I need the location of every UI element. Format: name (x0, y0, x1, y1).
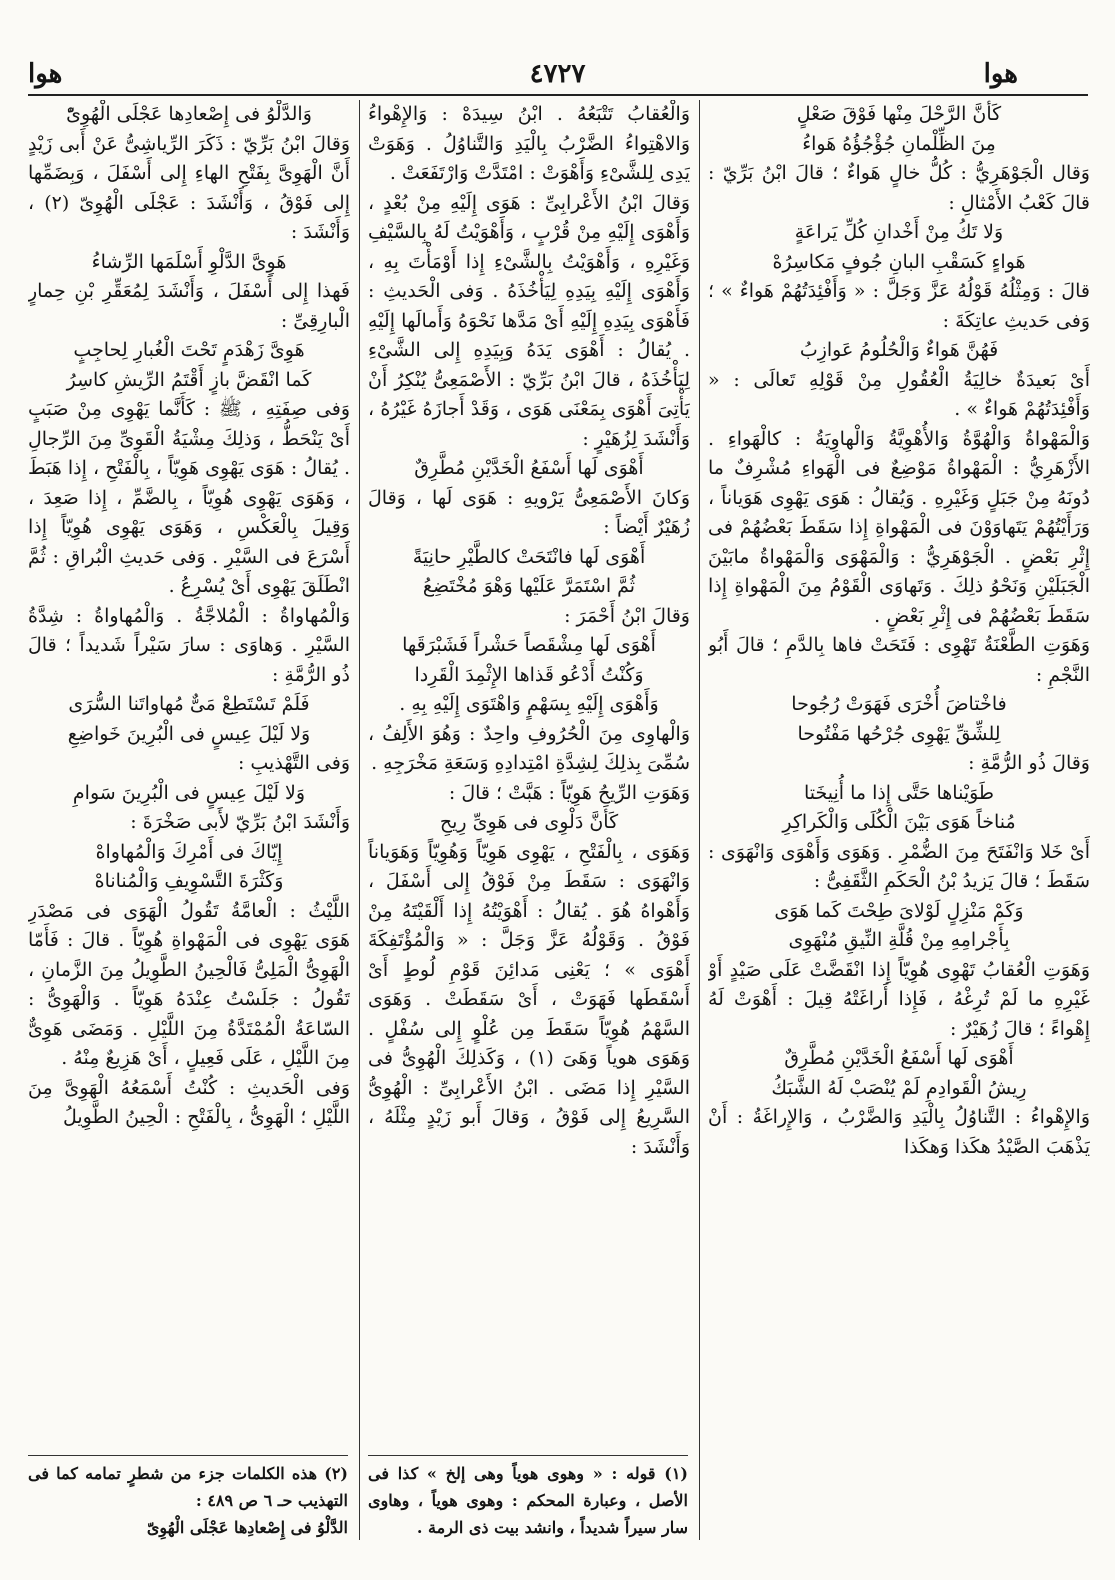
verse-line: هَوِىَّ زَهْدَمٍ تَحْتَ الْغُبارِ لِحاجِبٍ كَما انْقَضَّ بازٍ أَقْتَمُ الرِّيشِ كاسِرُ (66, 339, 312, 391)
verse-line: هَوِىَّ الدَّلْوِ أَسْلَمَها الرِّشاءُ (91, 250, 287, 273)
verse-line: طَوَيْناها حَتَّى إِذا ما أُنِيخَتا مُناخاً هَوَى بَيْنَ الْكُلَى وَالْكَراكِرِ (782, 781, 1016, 833)
column-middle (368, 100, 690, 1450)
footnote-left: (٢) هذه الكلمات جزء من شطرٍ تمامه كما فى التهذيب حـ ٦ ص ٤٨٩ : الدَّلْوُ فى إِصْعادِها عَجْلَى الْهُوِىّ (28, 1464, 348, 1537)
verse-line: وَلا تَكُ مِنْ أَخْدانِ كُلِّ يَراعَةٍ هَواءٍ كَسَقْبِ البانِ جُوفٍ مَكاسِرُهْ (772, 221, 1026, 273)
page-number: ٤٧٢٧ (529, 59, 586, 89)
column-divider (699, 100, 700, 1540)
entry-paragraph: وَقالَ ذُو الرُّمَّةِ : (968, 752, 1090, 774)
column-left (28, 100, 350, 1450)
verse-line: إِيّاكَ فى أَمْرِكَ وَالْمُهاواهْ وَكَثْرَةَ التَّسْوِيفِ وَالْمُناناهْ (94, 840, 284, 892)
verse-line: أَهْوَى لَها أَسْفَعُ الْخَدَّيْنِ مُطَّرِقٌ (414, 457, 644, 479)
entry-paragraph: وَالإِهْواءُ : التَّناوُلُ بِالْيَدِ وَالضَّرْبُ ، وَالإِراغَةُ : أَنْ يَذْهَبَ الصَّيْدُ هكَذا وَهكَذا (708, 1106, 1090, 1158)
entry-paragraph: فَهذا إِلى أَسْفَلَ ، وَأَنْشَدَ لِمُعَقِّرِ بْنِ حِمارٍ الْبارِقِىِّ : (28, 280, 350, 332)
footnote-rule (28, 1455, 348, 1456)
entry-paragraph: اللَّيْثُ : الْعامَّةُ تَقُولُ الْهَوَى فى مَصْدَرِ هَوَى يَهْوِى فى الْمَهْواةِ هُوِيّاً . قالَ : فَأَمّا الْهَوِىُّ الْمَلِىُّ فَالْحِينُ الطَّوِيلُ مِنَ الزَّمانِ ، تَقُولُ : جَلَسْتُ عِنْدَهُ هَوِيّاً . وَالْهَوِىُّ : السّاعَةُ الْمُمْتَدَّةُ مِنَ اللَّيْلِ . وَمَضَى هَوِىٌّ مِنَ اللَّيْلِ ، عَلَى فَعِيلٍ ، أَىْ هَزِيعٌ مِنْهُ . وَفى الْحَديثِ : كُنْتُ أَسْمَعُهُ الْهَوِىَّ مِنَ اللَّيْلِ ؛ الْهَوِىُّ ، بِالْفَتْحِ : الْحِينُ الطَّوِيلُ (28, 899, 350, 1128)
entry-paragraph: وَكانَ الأَصْمَعِىُّ يَرْويهِ : هَوَى لَها ، وَقالَ زُهَيْرٌ أَيْضاً : (368, 486, 690, 538)
verse-line: وَلا لَيْلَ عِيسٍ فى الْبُرِينَ سَوامِ (72, 781, 306, 804)
column-right (708, 100, 1090, 1450)
entry-paragraph: وَقال الْجَوْهَرِيُّ : كُلُّ خالٍ هَواءٌ ؛ قالَ ابْنُ بَرِّيّ : قالَ كَعْبُ الأَمْثالِ : (708, 162, 1090, 214)
entry-paragraph: وَقالَ ابْنُ أَحْمَرَ : (564, 604, 690, 627)
verse-line: أَهْوَى لَها فانْتَحَتْ كالطَّيْرِ حانِيَةً ثُمَّ اسْتَمَرَّ عَلَيْها وَهْوَ مُخْتَضِعُ (412, 545, 646, 597)
entry-paragraph: وَهَوَتِ الْعُقابُ تَهْوِى هُوِيّاً إِذا انْقَضَّتْ عَلَى صَيْدٍ أَوْ غَيْرِهِ ما لَمْ تُرِغْهُ ، فَإِذا أَراغَتْهُ قِيلَ : أَهْوَتْ لَهُ إِهْواءً ؛ قالَ زُهَيْرٌ : (708, 958, 1090, 1040)
entry-paragraph: وَفى التَّهْذيبِ : (237, 752, 350, 774)
footnote-middle: (١) قوله : « وهوى هوياً وهى إلخ » كذا فى الأصل ، وعبارة المحكم : وهوى هوياً ، وهاوى سار سيراً شديداً ، وانشد بيت ذى الرمة . (368, 1464, 688, 1537)
entry-paragraph: وَفى صِفَتِهِ ، ﷺ : كَأَنَّما يَهْوِى مِنْ صَبَبٍ أَىْ يَنْحَطُّ ، وَذلِكَ مِشْيَةُ الْقَوِىِّ مِنَ الرِّجالِ . يُقالُ : هَوَى يَهْوِى هَوِيّاً ، بِالْفَتْحِ ، إِذا هَبَطَ ، وَهَوَى يَهْوِى هُوِيّاً ، بِالضَّمِّ ، إِذا صَعِدَ ، وَقِيلَ بِالْعَكْسِ ، وَهَوَى يَهْوِى هُوِيّاً إِذا أَسْرَعَ فى السَّيْرِ . وَفى حَديثِ الْبُراقِ : ثُمَّ انْطَلَقَ يَهْوِى أَىْ يُسْرِعُ . وَالْمُهاواةُ : الْمُلاجَّةُ . وَالْمُهاواةُ : شِدَّةُ السَّيْرِ . وَهاوَى : سارَ سَيْراً شَديداً ؛ قالَ ذُو الرُّمَّةِ : (28, 398, 350, 686)
entry-paragraph: وَالْعُقابُ تَتْبَعُهُ . ابْنُ سِيدَهْ : وَالإِهْواءُ وَالاهْتِواءُ الضَّرْبُ بِالْيَدِ وَالتَّناوُلُ . وَهَوَتْ يَدِى لِلشَّىْءِ وَأَهْوَتْ : امْتَدَّتْ وَارْتَفَعَتْ . وَقالَ ابْنُ الأَعْرابِىِّ : هَوَى إِلَيْهِ مِنْ بُعْدٍ ، وَأَهْوَى إِلَيْهِ مِنْ قُرْبٍ ، وَأَهْوَيْتُ لَهُ بِالسَّيْفِ وَغَيْرِهِ ، وَأَهْوَيْتُ بِالشَّىْءِ إِذا أَوْمَأْتَ بِهِ ، وَأَهْوَى إِلَيْهِ بِيَدِهِ لِيَأْخُذَهُ . وَفى الْحَديثِ : فَأَهْوَى بِيَدِهِ إِلَيْهِ أَىْ مَدَّها نَحْوَهُ وَأَمالَها إِلَيْهِ . يُقالُ : أَهْوَى يَدَهُ وَبِيَدِهِ إِلى الشَّىْءِ لِيَأْخُذَهُ ، قالَ ابْنُ بَرِّيّ : الأَصْمَعِىُّ يُنْكِرُ أَنْ يَأْتِىَ أَهْوَى بِمَعْنَى هَوَى ، وَقَدْ أَجازَهُ غَيْرُهُ ، وَأَنْشَدَ لِزُهَيْرٍ : (368, 103, 690, 450)
entry-paragraph: قالَ : وَمِثْلُهُ قَوْلُهُ عَزَّ وَجَلَّ : « وَأَفْئِدَتُهُمْ هَواءٌ » ؛ وَفى حَديثِ عاتِكَةَ : (708, 280, 1090, 332)
verse-line: كَأَنَّ دَلْوِى فى هَوِىِّ رِيحِ (439, 811, 619, 833)
verse-line: وَكَمْ مَنْزِلٍ لَوْلاىَ طِحْتَ كَما هَوَى بِأَجْرامِهِ مِنْ قُلَّةِ النِّيقِ مُنْهَوِى (774, 899, 1024, 951)
footnote-rule (368, 1455, 688, 1456)
verse-line: كَأَنَّ الرَّحْلَ مِنْها فَوْقَ صَعْلٍ مِنَ الظِّلْمانِ جُؤْجُؤُهُ هَواءُ (796, 103, 1002, 155)
entry-paragraph: وَالْهاوِى مِنَ الْحُرُوفِ واحِدٌ : وَهُوَ الأَلِفُ ، سُمِّىَ بِذلِكَ لِشِدَّةِ امْتِدادِهِ وَسَعَةِ مَخْرَجِهِ . وَهَوَتِ الرِّيحُ هَوِيّاً : هَبَّتْ ؛ قالَ : (368, 722, 690, 804)
verse-line: فَهُنَّ هَواءٌ وَالْحُلُومُ عَوازِبُ (799, 339, 999, 361)
entry-paragraph: وَقالَ ابْنُ بَرِّيّ : ذَكَرَ الرِّياشِىُّ عَنْ أَبى زَيْدٍ أَنَّ الْهَوِىَّ بِفَتْحِ الهاءِ إِلى أَسْفَلَ ، وَبِضَمِّها إِلى فَوْقُ ، وَأَنْشَدَ : عَجْلَى الْهُوِىّ (٢) ، وَأَنْشَدَ : (28, 132, 350, 243)
verse-line: وَالدَّلْوُ فى إِصْعادِها عَجْلَى الْهُوِىّْ (66, 103, 312, 125)
header-right-keyword: هوا (983, 59, 1018, 89)
column-divider (359, 100, 360, 1540)
entry-paragraph: أَىْ بَعيدَةٌ خالِيَةُ الْعُقُولِ مِنْ قَوْلِهِ تَعالَى : « وَأَفْئِدَتُهُمْ هَواءٌ » . وَالْمَهْواةُ وَالْهُوَّةُ وَالأُهْوِيَّةُ وَالْهاوِيَةُ : كالْهَواءِ . الأَزْهَرِيُّ : الْمَهْواةُ مَوْضِعٌ فى الْهَواءِ مُشْرِفٌ ما دُونَهُ مِنْ جَبَلٍ وَغَيْرِهِ . وَيُقالُ : هَوَى يَهْوِى هَوَياناً ، وَرَأَيْتُهُمْ يَتَهاوَوْنَ فى الْمَهْواةِ إِذا سَقَطَ بَعْضُهُمْ فى إِثْرِ بَعْضٍ . الْجَوْهَرِيُّ : وَالْمَهْوَى وَالْمَهْواةُ مابَيْنَ الْجَبَلَيْنِ وَنَحْوُ ذلِكَ . وَتَهاوَى الْقَوْمُ مِنَ الْمَهْواةِ إِذا سَقَطَ بَعْضُهُمْ فى إِثْرِ بَعْضٍ . وَهَوَتِ الطَّعْنَةُ تَهْوِى : فَتَحَتْ فاها بِالدَّمِ ؛ قالَ أَبُو النَّجْمِ : (708, 368, 1090, 686)
verse-line: فاخْتاضَ أُخْرَى فَهَوَتْ رُجُوحا لِلشِّقِّ يَهْوِى جُرْحُها مَفْتُوحا (791, 693, 1007, 745)
verse-line: أَهْوَى لَها أَسْفَعُ الْخَدَّيْنِ مُطَّرِقٌ رِيشُ الْقَوادِمِ لَمْ يُنْصَبْ لَهُ الشَّبَكُ (771, 1047, 1027, 1099)
verse-line: فَلَمْ تَسْتَطِعْ مَىٌّ مُهاواتَنا السُّرَى وَلا لَيْلَ عِيسٍ فى الْبُرِينَ خَواضِعِ (67, 693, 311, 745)
entry-paragraph: أَىْ خَلا وَانْفَتَحَ مِنَ الضُّمْرِ . وَهَوَى وَأَهْوَى وَانْهَوَى : سَقَطَ ؛ قالَ يَزيدُ بْنُ الْحَكَمِ الثَّقَفِىُّ : (708, 840, 1090, 892)
verse-line: أَهْوَى لَها مِشْقَصاً حَشْراً فَشَبْرَقَها وَكُنْتُ أَدْعُو قَذاها الإِثْمِدَ الْقَرِدا وَأَهْوَى إِلَيْهِ بِسَهْمٍ وَاهْتَوَى إِلَيْهِ بِهِ . (399, 634, 659, 715)
entry-paragraph: وَأَنْشَدَ ابْنُ بَرِّيّ لأَبى صَخْرَةَ : (130, 811, 350, 833)
entry-paragraph: وَهَوَى ، بِالْفَتْحِ ، يَهْوِى هَوِيّاً وَهُوِيّاً وَهَوَياناً وَانْهَوَى : سَقَطَ مِنْ فَوْقُ إِلى أَسْفَلَ ، وَأَهْواهُ هُوَ . يُقالُ : أَهْوَيْتُهُ إِذا أَلْقَيْتَهُ مِنْ فَوْقُ . وَقَوْلُهُ عَزَّ وَجَلَّ : « وَالْمُؤْتَفِكَةَ أَهْوَى » ؛ يَعْنِى مَدائِنَ قَوْمِ لُوطٍ أَىْ أَسْقَطَها فَهَوَتْ ، أَىْ سَقَطَتْ . وَهَوَى السَّهْمُ هُوِيّاً سَقَطَ مِن عُلْوٍ إِلى سُفْلٍ . وَهَوَى هوياً وَهَىَ (١) ، وَكَذلِكَ الْهُوِىُّ فى السَّيْرِ إِذا مَضَى . ابْنُ الأَعْرابِىِّ : الْهُوِىُّ السَّرِيعُ إِلى فَوْقُ ، وَقالَ أَبو زَيْدٍ مِثْلَهُ ، وَأَنْشَدَ : (368, 840, 690, 1158)
header-rule (28, 94, 1088, 96)
header-left-keyword: هوا (28, 59, 63, 89)
